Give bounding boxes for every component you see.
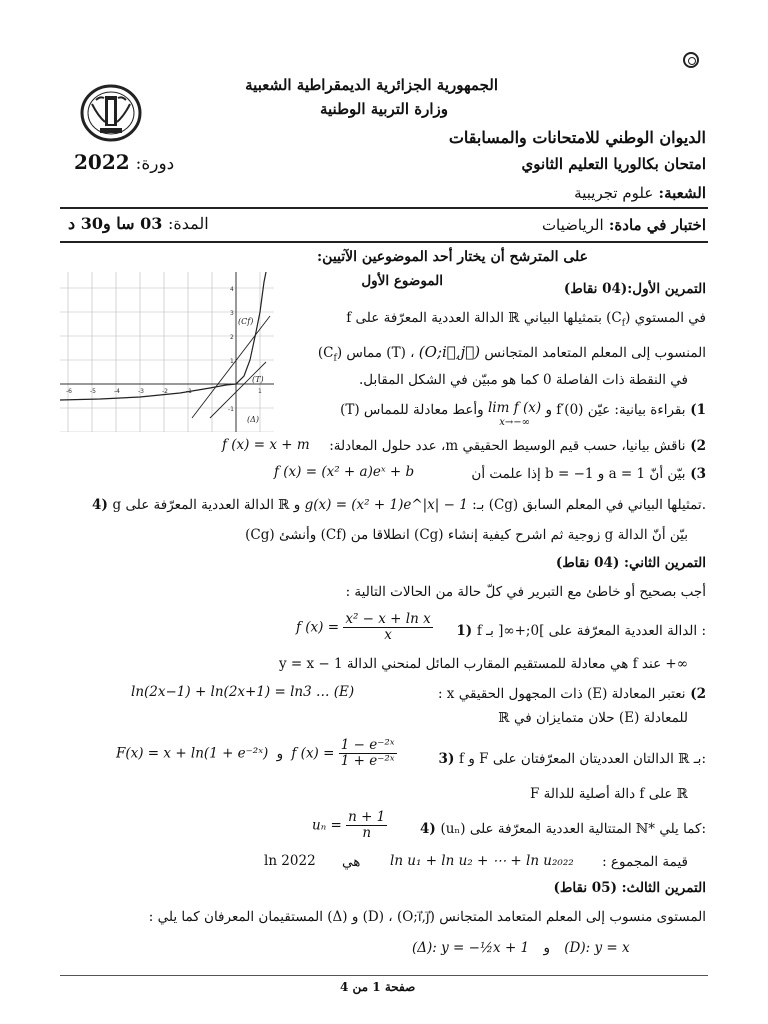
ministry-emblem xyxy=(78,82,144,144)
function-graph xyxy=(60,272,274,432)
exercise2-q1-eq: f (x) = $\frac{\text{x² − x + ln x}}{x}$ xyxy=(296,611,431,643)
exercise2-q4b-sum: ln u₁ + ln u₂ + ⋯ + ln u₂₀₂₂ xyxy=(390,853,574,869)
duration-value: 03 سا و30 د xyxy=(68,214,163,233)
line-delta xyxy=(192,316,270,418)
stream-label: الشعبة: xyxy=(658,184,706,202)
exercise2-q3-eq: F(x) = x + ln(1 + e⁻²ˣ) و f (x) = $\frac{\text{1 − e⁻²ˣ}}{\text{1 + e⁻²ˣ}}$ xyxy=(116,737,395,769)
y-tick: 1 xyxy=(230,358,234,365)
subject-label: اختبار في مادة: xyxy=(608,216,706,234)
exercise2-q4: 4) (uₙ) المتتالية العددية المعرّفة على ℕ* كما يلي: xyxy=(419,821,706,837)
footer-divider xyxy=(60,975,708,976)
label-delta: (Δ) xyxy=(247,415,260,424)
y-tick: 4 xyxy=(230,286,234,293)
x-tick: -2 xyxy=(162,388,168,395)
graph-grid xyxy=(60,272,274,432)
y-tick: -1 xyxy=(228,406,234,413)
exercise2-q2-eq: ln(2x−1) + ln(2x+1) = ln3 … (E) xyxy=(131,684,355,700)
exercise1-q2-eq: f (x) = x + m xyxy=(222,437,310,453)
session-year: 2022 xyxy=(74,150,130,174)
session-line xyxy=(74,150,174,174)
exercise1-q2: 2) ناقش بيانيا، حسب قيم الوسيط الحقيقي m، عدد حلول المعادلة: xyxy=(329,438,706,454)
subject-divider xyxy=(60,241,708,243)
exercise1-intro-3: في النقطة ذات الفاصلة 0 كما هو مبيّن في الشكل المقابل. xyxy=(358,372,688,388)
exercise1-q3-eq: f (x) = (x² + a)eˣ + b xyxy=(274,464,415,480)
subject-line xyxy=(542,216,706,234)
exercise2-q1b: y = x − 1 هي معادلة للمستقيم المقارب المائل لمنحني الدالة f عند +∞ xyxy=(278,656,688,672)
exercise2-q4b-val: ln 2022 xyxy=(264,853,316,869)
x-tick: -4 xyxy=(114,388,120,395)
label-t: (T) xyxy=(252,375,264,384)
topic-title: الموضوع الأول xyxy=(361,273,443,289)
exercise1-q4b: بيّن أنّ الدالة g زوجية ثم اشرح كيفية إنشاء (Cg) انطلاقا من (Cf) وأنشئ (Cg) xyxy=(245,527,688,543)
exercise2-title: التمرين الثاني: (04 نقاط) xyxy=(555,555,706,571)
stream-value: علوم تجريبية xyxy=(574,184,654,202)
exercise3-equations: (Δ): y = −½x + 1 و (D): y = x xyxy=(412,940,630,956)
republic-title: الجمهورية الجزائرية الديمقراطية الشعبية xyxy=(245,76,498,94)
duration-label: المدة: xyxy=(167,214,209,233)
y-tick: 2 xyxy=(230,334,234,341)
x-tick: -6 xyxy=(66,388,72,395)
exercise1-title: التمرين الأول:(04 نقاط) xyxy=(563,281,706,297)
exercise2-q4b-is: هي xyxy=(342,854,361,870)
exercise2-q3: 3) f و F الدالتان العدديتان المعرّفتان على ℝ بـ: xyxy=(438,751,706,767)
exercise1-q4: 4) g الدالة العددية المعرّفة على ℝ بـ: g(x) = (x² + 1)e^|x| − 1 و (Cg) تمثيلها البياني في المعلم السابق. xyxy=(92,497,706,513)
corner-symbol xyxy=(683,52,699,68)
header-divider xyxy=(60,207,708,209)
instructions: على المترشح أن يختار أحد الموضوعين الآتيين: xyxy=(317,249,588,265)
exam-title: امتحان بكالوريا التعليم الثانوي xyxy=(521,155,706,173)
exercise3-title: التمرين الثالث: (05 نقاط) xyxy=(553,880,706,896)
exercise1-intro-2: المنسوب إلى المعلم المتعامد المتجانس (O;i⃗,j⃗) ، (T) مماس $(C_f)$ xyxy=(317,343,706,364)
exercise2-q3b: F دالة أصلية للدالة f على ℝ xyxy=(529,786,688,802)
y-tick: 3 xyxy=(230,310,234,317)
exercise3-intro: المستوى منسوب إلى المعلم المتعامد المتجانس (O;i⃗,j⃗) ، (D) و (Δ) المستقيمان المعرفان كما يلي : xyxy=(148,909,706,925)
exercise2-q4-eq: uₙ = $\frac{n + 1}{n}$ xyxy=(312,809,386,841)
x-tick: -1 xyxy=(186,388,192,395)
exercise1-q3: 3) بيّن أنّ a = 1 و b = −1 إذا علمت أن xyxy=(471,466,706,482)
office-title: الديوان الوطني للامتحانات والمسابقات xyxy=(448,128,706,147)
session-label: دورة: xyxy=(135,154,175,174)
subject-value: الرياضيات xyxy=(541,216,604,234)
page-footer: صفحة 1 من 4 xyxy=(340,980,416,994)
exercise2-q4b-label: قيمة المجموع : xyxy=(602,854,688,870)
exercise2-q1: 1) f الدالة العددية المعرّفة على ]0;+∞[ بـ : xyxy=(456,623,706,639)
x-tick: -5 xyxy=(90,388,96,395)
x-tick: 1 xyxy=(258,388,262,395)
ministry-title: وزارة التربية الوطنية xyxy=(319,100,448,118)
duration-line xyxy=(68,214,209,233)
x-tick: -3 xyxy=(138,388,144,395)
label-cf: (Cf) xyxy=(238,317,254,326)
exercise2-q2b: للمعادلة (E) حلان متمايزان في ℝ xyxy=(498,710,688,726)
exercise1-intro-1: f الدالة العددية المعرّفة على ℝ بتمثيلها البياني $(C_f)$ في المستوي xyxy=(346,310,706,329)
exercise2-q2: 2) نعتبر المعادلة (E) ذات المجهول الحقيقي x : xyxy=(437,686,706,702)
stream-line xyxy=(574,184,706,202)
exercise2-intro: أجب بصحيح أو خاطئ مع التبرير في كلّ حالة من الحالات التالية : xyxy=(345,584,706,600)
exercise1-q1: 1) بقراءة بيانية: عيّن f′(0) و lim f (x) x→−∞ وأعط معادلة للمماس (T) xyxy=(340,400,706,428)
